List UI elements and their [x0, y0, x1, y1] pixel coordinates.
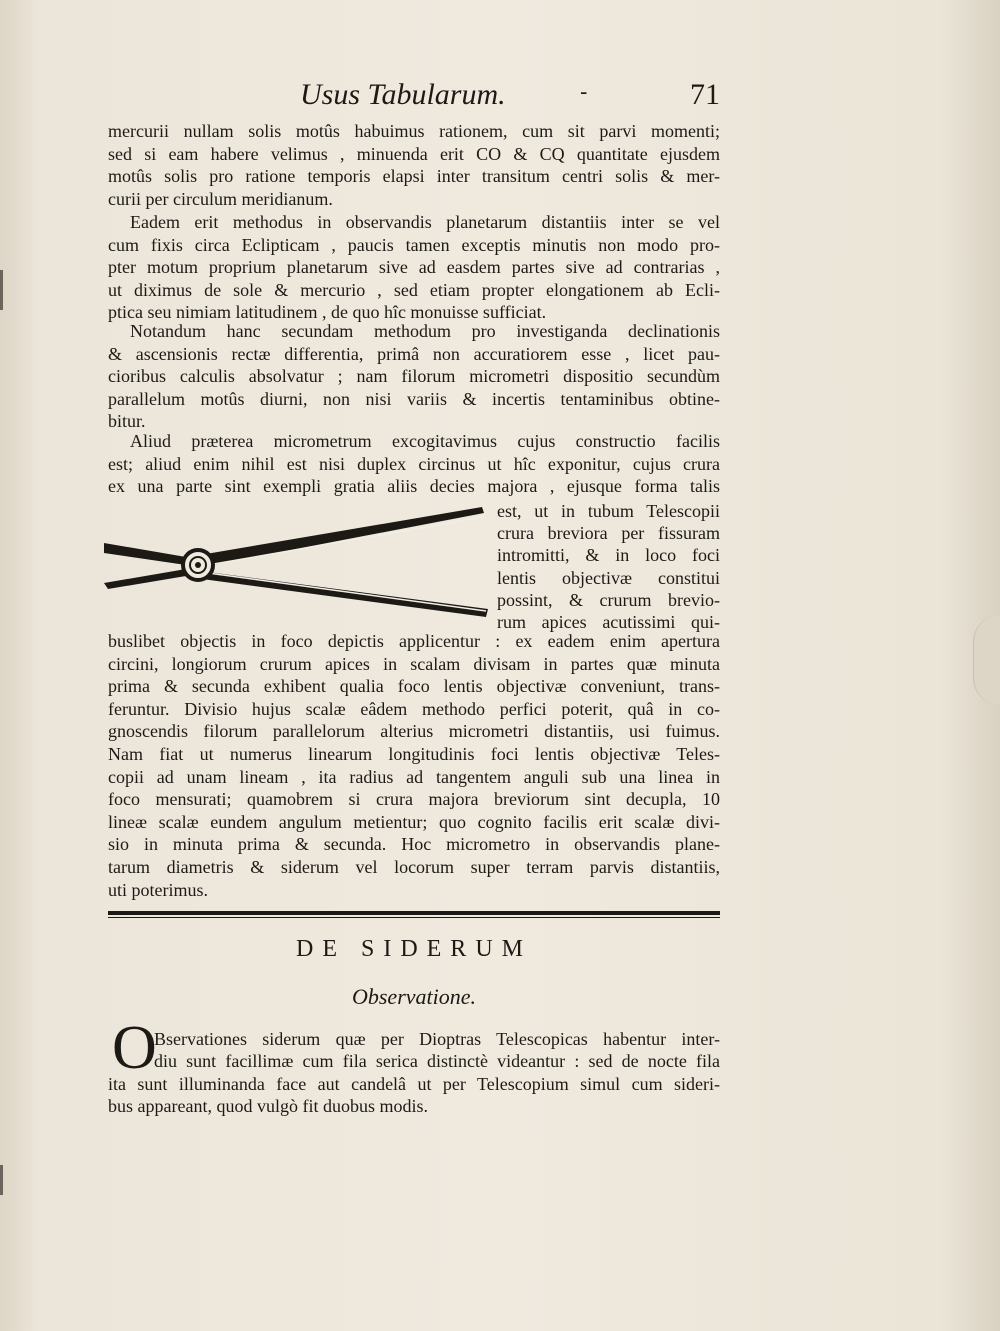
text-line: gnoscendis filorum parallelorum alterius micrometri distantiis, usi fuimus.: [108, 721, 720, 742]
text-line: curii per circulum meridianum.: [108, 188, 333, 209]
section-rule-thin: [108, 917, 720, 918]
text-line: lentis objectivæ constitui: [497, 567, 720, 588]
text-line: buslibet objectis in foco depictis applicentur : ex eadem enim apertura: [108, 631, 720, 651]
leg-highlight: [208, 573, 486, 611]
text-line: crura breviora per fissuram: [497, 523, 720, 544]
text-line: motûs solis pro ratione temporis elapsi inter transitum centri solis & mer-: [108, 166, 720, 187]
text-line: foco mensurati; quamobrem si crura majora breviorum sint decupla, 10: [108, 789, 720, 810]
text-line: sio in minuta prima & secunda. Hoc micrometro in observandis plane-: [108, 834, 720, 855]
text-line: Notandum hanc secundam methodum pro investiganda declinationis: [130, 321, 720, 341]
text-line: pter motum proprium planetarum sive ad easdem partes sive ad contrarias ,: [108, 257, 720, 278]
section-rule-thick: [108, 911, 720, 915]
text-line: uti poterimus.: [108, 879, 208, 900]
text-line: Bservationes siderum quæ per Dioptras Telescopicas habentur inter-: [154, 1029, 720, 1049]
text-line: copii ad unam lineam , ita radius ad tangentem anguli sub una linea in: [108, 766, 720, 787]
text-line: rum apices acutissimi qui-: [497, 611, 720, 632]
long-leg-upper: [200, 507, 484, 567]
text-line: & ascensionis rectæ differentia, primâ non accuratiorem esse , licet pau-: [108, 343, 720, 364]
paragraph-aliud: [108, 430, 720, 498]
text-line: ita sunt illuminanda face aut candelâ ut per Telescopium simul cum sideri-: [108, 1073, 720, 1094]
text-line: sed si eam habere velimus , minuenda erit CO & CQ quantitate ejusdem: [108, 143, 720, 164]
paragraph-eadem: [108, 211, 720, 324]
text-line: bitur.: [108, 411, 146, 432]
text-line: Aliud præterea micrometrum excogitavimus cujus constructio facilis: [130, 431, 720, 451]
text-line: cum fixis circa Eclipticam , paucis tamen exceptis minutis non modo pro-: [108, 234, 720, 255]
paragraph-mercurii: [108, 120, 720, 210]
section-title: DE SIDERUM: [295, 936, 532, 962]
section-subtitle: Observatione.: [351, 984, 477, 1009]
text-line: feruntur. Divisio hujus scalæ eâdem methodo perfici poterit, quâ in co-: [108, 698, 720, 719]
text-line: Eadem erit methodus in observandis planetarum distantiis inter se vel: [130, 212, 720, 232]
text-line: cioribus calculis absolvatur ; nam filorum micrometri dispositio secundùm: [108, 366, 720, 387]
compass-figure: [104, 505, 492, 623]
gutter-mark: [0, 270, 3, 310]
running-header: [108, 78, 720, 118]
figure-side-text: [497, 500, 720, 633]
text-line: Nam fiat ut numerus linearum longitudinis foci lentis objectivæ Teles-: [108, 743, 720, 764]
paragraph-observationes: [108, 1028, 720, 1118]
running-title: Usus Tabularum.: [300, 78, 506, 111]
gutter-mark: [0, 1165, 3, 1195]
text-line: bus appareant, quod vulgò fit duobus modis.: [108, 1096, 428, 1117]
text-line: intromitti, & in loco foci: [497, 545, 720, 566]
paragraph-notandum: [108, 320, 720, 433]
text-line: ptica seu nimiam latitudinem , de quo hîc monuisse sufficiat.: [108, 302, 547, 323]
paragraph-buslibet: [108, 630, 720, 901]
text-line: tarum diametris & siderum vel locorum super terram parvis distantiis,: [108, 856, 720, 877]
short-leg-upper: [104, 543, 186, 565]
text-line: possint, & crurum brevio-: [497, 589, 720, 610]
short-leg-lower: [104, 569, 186, 589]
page-number: 71: [690, 78, 720, 111]
compass-micrometer-icon: [104, 505, 492, 623]
header-dash: -: [580, 80, 588, 105]
text-line: circini, longiorum crurum apices in scalam divisam in partes quæ minuta: [108, 653, 720, 674]
text-line: prima & secunda exhibent qualia foco lentis objectivæ conveniunt, trans-: [108, 676, 720, 697]
text-line: est, ut in tubum Telescopii: [497, 501, 720, 521]
text-line: ex una parte sint exempli gratia aliis decies majora , ejusque forma talis: [108, 476, 720, 497]
text-line: mercurii nullam solis motûs habuimus rationem, cum sit parvi momenti;: [108, 121, 720, 141]
drop-cap: O: [112, 1014, 157, 1082]
text-line: est; aliud enim nihil est nisi duplex circinus ut hîc exponitur, cujus crura: [108, 453, 720, 474]
text-line: parallelum motûs diurni, non nisi variis & incertis tentaminibus obtine-: [108, 388, 720, 409]
text-line: ut diximus de sole & mercurio , sed etiam propter elongationem ab Ecli-: [108, 279, 720, 300]
pivot-center: [195, 562, 201, 568]
page-edge-tab: [973, 615, 1000, 705]
text-line: lineæ scalæ eundem angulum metientur; quo cognito facilis erit scalæ divi-: [108, 811, 720, 832]
text-line: diu sunt facillimæ cum fila serica distinctè videantur : sed de nocte fila: [154, 1051, 720, 1072]
leg-highlight: [208, 517, 484, 565]
